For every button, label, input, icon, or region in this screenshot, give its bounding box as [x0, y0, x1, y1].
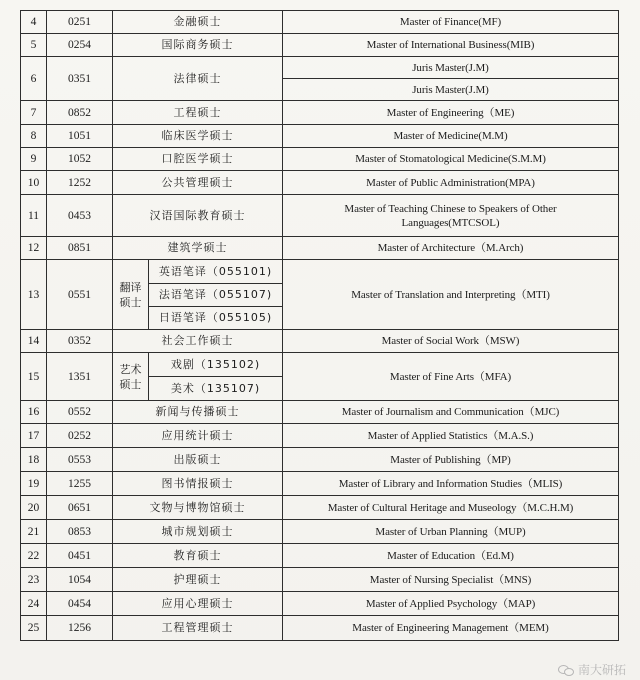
- table-row: [21, 448, 619, 472]
- degree-name-en: Master of Engineering（ME): [283, 101, 619, 125]
- sub-specialty: 日语笔译（055105): [149, 307, 283, 330]
- degree-name-en: Master of Translation and Interpreting（MTI): [283, 260, 619, 330]
- row-number: 11: [21, 195, 47, 237]
- degree-name-cn: 工程管理硕士: [113, 616, 283, 641]
- degree-name-en: Master of Social Work（MSW): [283, 330, 619, 353]
- degree-code: 0251: [47, 11, 113, 34]
- sub-specialty: 英语笔译（055101): [149, 260, 283, 284]
- degree-name-cn: 法律硕士: [113, 57, 283, 101]
- row-number: 5: [21, 34, 47, 57]
- row-number: 4: [21, 11, 47, 34]
- sub-specialty: 戏剧（135102): [149, 353, 283, 377]
- degree-name-cn: 临床医学硕士: [113, 125, 283, 148]
- degree-code: 0651: [47, 496, 113, 520]
- degree-name-cn: 金融硕士: [113, 11, 283, 34]
- degree-code: 0853: [47, 520, 113, 544]
- sub-specialty: 美术（135107): [149, 377, 283, 401]
- degree-code: 0254: [47, 34, 113, 57]
- degree-name-en: Master of Public Administration(MPA): [283, 171, 619, 195]
- degree-name-en: Master of Cultural Heritage and Museology（M.C.H.M): [283, 496, 619, 520]
- table-row: [21, 330, 619, 353]
- degree-code: 0852: [47, 101, 113, 125]
- degree-name-en: Master of Applied Statistics（M.A.S.): [283, 424, 619, 448]
- degree-code: 1051: [47, 125, 113, 148]
- degree-code: 1054: [47, 568, 113, 592]
- degree-table: [20, 10, 619, 641]
- watermark-text: 南大研拓: [577, 663, 626, 677]
- table-row: [21, 125, 619, 148]
- row-number: 13: [21, 260, 47, 330]
- degree-code: 1256: [47, 616, 113, 641]
- degree-name-en: Master of Stomatological Medicine(S.M.M): [283, 148, 619, 171]
- degree-name-cn: 国际商务硕士: [113, 34, 283, 57]
- row-number: 15: [21, 353, 47, 401]
- table-row: [21, 401, 619, 424]
- degree-name-en: Master of Engineering Management（MEM): [283, 616, 619, 641]
- row-number: 7: [21, 101, 47, 125]
- row-number: 12: [21, 237, 47, 260]
- table-row: [21, 101, 619, 125]
- degree-name-cn: 应用心理硕士: [113, 592, 283, 616]
- row-number: 19: [21, 472, 47, 496]
- row-number: 23: [21, 568, 47, 592]
- degree-name-cn: 城市规划硕士: [113, 520, 283, 544]
- degree-code: 0252: [47, 424, 113, 448]
- table-row: [21, 237, 619, 260]
- table-row: [21, 171, 619, 195]
- degree-name-cn: 建筑学硕士: [113, 237, 283, 260]
- table-row: [21, 11, 619, 34]
- row-number: 22: [21, 544, 47, 568]
- degree-name-en: Juris Master(J.M): [283, 79, 619, 101]
- degree-name-cn: 出版硕士: [113, 448, 283, 472]
- degree-name-cn: 护理硕士: [113, 568, 283, 592]
- degree-group-name: 翻译硕士: [113, 260, 149, 330]
- degree-name-cn: 应用统计硕士: [113, 424, 283, 448]
- degree-code: 0351: [47, 57, 113, 101]
- degree-name-en: Master of Journalism and Communication（MJC): [283, 401, 619, 424]
- watermark: [558, 661, 626, 678]
- degree-name-en: Master of Teaching Chinese to Speakers of Other Languages(MTCSOL): [283, 195, 619, 237]
- degree-name-en: Master of Nursing Specialist（MNS): [283, 568, 619, 592]
- table-row: [21, 34, 619, 57]
- row-number: 16: [21, 401, 47, 424]
- table-row: [21, 496, 619, 520]
- degree-code: 0552: [47, 401, 113, 424]
- table-row: [21, 544, 619, 568]
- table-row: [21, 568, 619, 592]
- row-number: 18: [21, 448, 47, 472]
- degree-name-en: Master of Architecture（M.Arch): [283, 237, 619, 260]
- degree-group-name: 艺术硕士: [113, 353, 149, 401]
- degree-name-cn: 社会工作硕士: [113, 330, 283, 353]
- table-row: [21, 472, 619, 496]
- degree-code: 0551: [47, 260, 113, 330]
- degree-code: 0454: [47, 592, 113, 616]
- table-row: [21, 195, 619, 237]
- degree-code: 0451: [47, 544, 113, 568]
- wechat-icon: [558, 664, 574, 676]
- degree-name-cn: 口腔医学硕士: [113, 148, 283, 171]
- degree-name-en: Master of Publishing（MP): [283, 448, 619, 472]
- row-number: 24: [21, 592, 47, 616]
- degree-name-en: Master of Finance(MF): [283, 11, 619, 34]
- table-row: [21, 260, 619, 284]
- degree-name-en: Juris Master(J.M): [283, 57, 619, 79]
- table-row: [21, 424, 619, 448]
- degree-name-cn: 文物与博物馆硕士: [113, 496, 283, 520]
- degree-name-en: Master of Library and Information Studies（MLIS): [283, 472, 619, 496]
- row-number: 17: [21, 424, 47, 448]
- degree-code: 1255: [47, 472, 113, 496]
- degree-code: 0352: [47, 330, 113, 353]
- table-row: [21, 616, 619, 641]
- degree-code: 0453: [47, 195, 113, 237]
- row-number: 10: [21, 171, 47, 195]
- row-number: 25: [21, 616, 47, 641]
- table-row: [21, 57, 619, 79]
- degree-code: 1351: [47, 353, 113, 401]
- degree-name-en: Master of International Business(MIB): [283, 34, 619, 57]
- degree-name-en: Master of Fine Arts（MFA): [283, 353, 619, 401]
- degree-name-cn: 教育硕士: [113, 544, 283, 568]
- degree-name-cn: 工程硕士: [113, 101, 283, 125]
- degree-name-en: Master of Medicine(M.M): [283, 125, 619, 148]
- row-number: 6: [21, 57, 47, 101]
- degree-code: 0851: [47, 237, 113, 260]
- sub-specialty: 法语笔译（055107): [149, 284, 283, 307]
- row-number: 20: [21, 496, 47, 520]
- row-number: 14: [21, 330, 47, 353]
- row-number: 21: [21, 520, 47, 544]
- table-row: [21, 592, 619, 616]
- degree-name-en: Master of Education（Ed.M): [283, 544, 619, 568]
- degree-code: 1052: [47, 148, 113, 171]
- degree-name-cn: 新闻与传播硕士: [113, 401, 283, 424]
- row-number: 9: [21, 148, 47, 171]
- row-number: 8: [21, 125, 47, 148]
- degree-name-cn: 汉语国际教育硕士: [113, 195, 283, 237]
- table-row: [21, 520, 619, 544]
- table-row: [21, 353, 619, 377]
- degree-name-en: Master of Applied Psychology（MAP): [283, 592, 619, 616]
- degree-name-cn: 图书情报硕士: [113, 472, 283, 496]
- degree-name-cn: 公共管理硕士: [113, 171, 283, 195]
- degree-name-en: Master of Urban Planning（MUP): [283, 520, 619, 544]
- degree-code: 1252: [47, 171, 113, 195]
- table-row: [21, 148, 619, 171]
- degree-code: 0553: [47, 448, 113, 472]
